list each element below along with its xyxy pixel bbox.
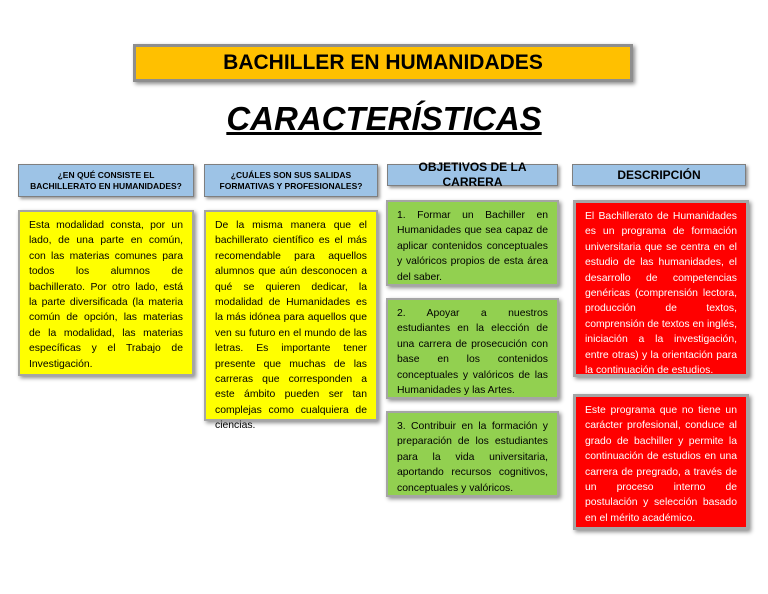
consiste-text-box: Esta modalidad consta, por un lado, de una parte en común, con las materias comunes para todos los alumnos de bachillerato. Por otro lado, está la parte diversificada (la materia común de opción, las materias de la modalidad, las materias específicas y el Trabajo de Investigación. bbox=[18, 210, 194, 376]
header-objetivos-label: OBJETIVOS DE LA CARRERA bbox=[418, 160, 527, 189]
objetivo-1-box: 1. Formar un Bachiller en Humanidades que sea capaz de aplicar contenidos conceptuales y valóricos propios de esta área del saber. bbox=[386, 200, 559, 286]
main-title: BACHILLER EN HUMANIDADES bbox=[223, 51, 543, 74]
header-salidas-label: ¿CUÁLES SON SUS SALIDAS FORMATIVAS Y PROFESIONALES? bbox=[219, 169, 363, 191]
main-title-banner bbox=[133, 44, 633, 82]
header-descripcion-label: DESCRIPCIÓN bbox=[617, 167, 701, 182]
section-subtitle: CARACTERÍSTICAS bbox=[226, 100, 542, 137]
header-consiste-label: ¿EN QUÉ CONSISTE EL BACHILLERATO EN HUMANIDADES? bbox=[30, 169, 182, 191]
header-objetivos bbox=[387, 160, 558, 189]
descripcion-1-box: El Bachillerato de Humanidades es un programa de formación universitaria que se centra en el estudio de las humanidades, el desarrollo de competencias genéricas (comprensión lectora, producción de textos, comprensión de textos en inglés, iniciación a la investigación, entre otras) y la orientación para la continuación de estudios. bbox=[573, 200, 749, 377]
header-descripcion bbox=[572, 164, 746, 186]
header-salidas bbox=[204, 164, 378, 197]
salidas-text-box: De la misma manera que el bachillerato científico es el más recomendable para aquellos alumnos que aún desconocen a qué se quieren dedicar, la modalidad de Humanidades es la más idónea para aquellos que ven su futuro en el mundo de las letras. Es importante tener presente que muchas de las carreras que corresponden a este ámbito pueden ser tan complejas como cualquiera de ciencias. bbox=[204, 210, 378, 421]
descripcion-2-box: Este programa que no tiene un carácter profesional, conduce al grado de bachiller y permite la continuación de estudios en una carrera de pregrado, a través de un proceso interno de postulación y selección basado en el mérito académico. bbox=[573, 394, 749, 530]
header-consiste bbox=[18, 164, 194, 197]
objetivo-3-box: 3. Contribuir en la formación y preparación de los estudiantes para la vida universitaria, aportando recursos cognitivos, conceptuales y valóricos. bbox=[386, 411, 559, 497]
objetivo-2-box: 2. Apoyar a nuestros estudiantes en la elección de una carrera de prosecución con base en los contenidos conceptuales y valóricos de las Humanidades y las Artes. bbox=[386, 298, 559, 399]
